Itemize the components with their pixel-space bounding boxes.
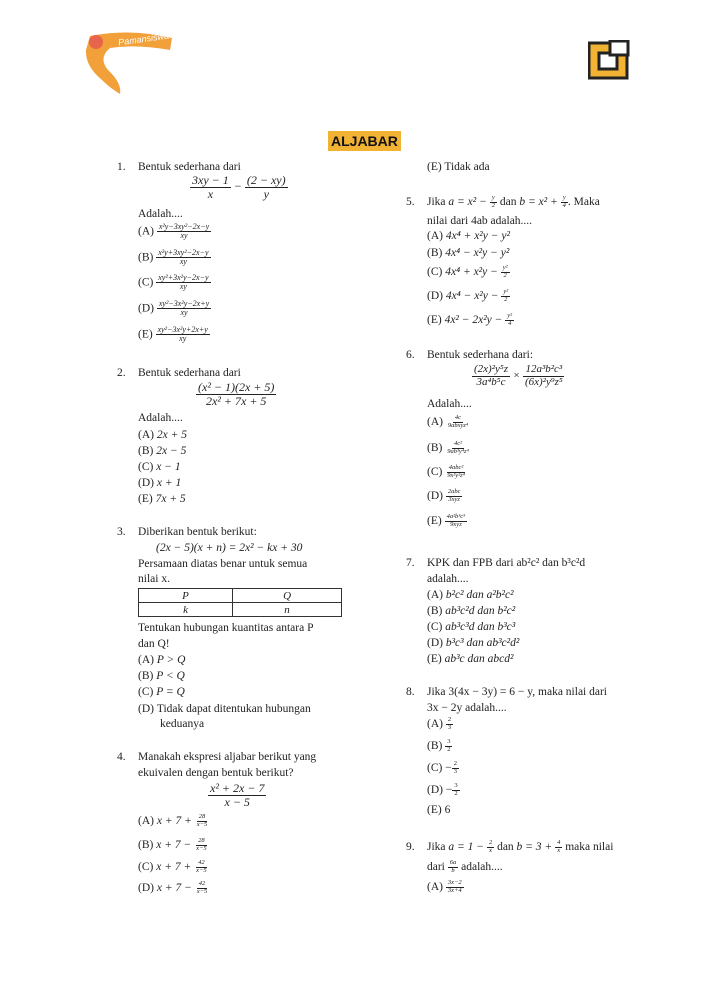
q8-option-e[interactable]: (E) 6 [427,804,451,816]
logo-wordmark: Pamansiswa [117,30,170,48]
q2-fraction: $\frac{\text{(x² − 1)(2x + 5)}}{\text{2x² + 7x + 5}}$ [198,380,275,408]
q7-option-a[interactable]: (A) b²c² dan a²b²c² [427,589,514,601]
q9-sentence-2: dari $\frac{6a}{b}$ adalah.... [427,859,503,874]
q9-stem: Jika a = 1 − $\frac{2}{x}$ dan b = 3 + $\frac{4}{x}$ maka nilai [427,839,614,854]
q6-times: × [512,369,521,382]
q6-option-b[interactable]: (B) $\frac{\text{4c²}}{\text{9ab³y⁴z⁴}}$ [427,440,469,455]
q4-sentence-1: Manakah ekspresi aljabar berikut yang [138,751,317,763]
q5-option-c[interactable]: (C) 4x⁴ + x²y − $\frac{\text{y²}}{2}$ [427,264,508,279]
q8-sentence-1: Jika 3(4x − 3y) = 6 − y, maka nilai dari [427,686,607,698]
q8-option-c[interactable]: (C) − $\frac{2}{3}$ [427,760,457,775]
q5-sentence-2: nilai dari 4ab adalah.... [427,215,533,227]
q5-option-d[interactable]: (D) 4x⁴ − x²y − $\frac{\text{y²}}{2}$ [427,288,509,303]
q8-number: 8. [406,686,415,698]
q9-option-a[interactable]: (A) $\frac{3x-2}{3x+4}$ [427,879,462,894]
q7-option-d[interactable]: (D) b³c³ dan ab³c²d² [427,637,520,649]
q1-stem: Bentuk sederhana dari [138,161,241,173]
q2-option-c[interactable]: (C) x − 1 [138,461,181,473]
q1-option-c[interactable]: (C) $\frac{\text{xy²+3x²y−2x−y}}{xy}$ [138,273,209,292]
q3-equation: (2x − 5)(x + n) = 2x² − kx + 30 [156,542,303,554]
q2-option-d[interactable]: (D) x + 1 [138,477,182,489]
q1-option-b[interactable]: (B) $\frac{\text{x²y+3xy²−2x−y}}{xy}$ [138,248,209,267]
q1-option-e-continued[interactable]: (E) Tidak ada [427,161,490,173]
q6-fraction-2: $\frac{\text{12a³b²c³}}{\text{(6x)²y⁹z⁵}}$ [524,363,563,388]
q1-option-a[interactable]: (A) $\frac{\text{x²y−3xy²−2x−y}}{xy}$ [138,222,210,241]
q3-option-d-continued: keduanya [160,718,205,730]
q3-stem: Diberikan bentuk berikut: [138,526,257,538]
q1-option-e[interactable]: (E) $\frac{\text{xy²−3x²y+2x+y}}{xy}$ [138,325,208,344]
q9-number: 9. [406,841,415,853]
q7-number: 7. [406,557,415,569]
q5-option-a[interactable]: (A) 4x⁴ + x²y − y² [427,230,510,242]
table-header-p: P [139,589,233,603]
q8-sentence-2: 3x − 2y adalah.... [427,702,507,714]
q2-option-b[interactable]: (B) 2x − 5 [138,445,187,457]
q4-option-a[interactable]: (A) x + 7 + $\frac{28}{x-5}$ [138,813,208,828]
q6-option-a[interactable]: (A) $\frac{4c}{\text{9abxyz⁴}}$ [427,414,469,429]
q3-option-b[interactable]: (B) P < Q [138,670,185,682]
q6-option-e[interactable]: (E) $\frac{\text{4a²b³c⁵}}{\text{9xyz}}$ [427,513,466,528]
q7-option-b[interactable]: (B) ab³c²d dan b²c² [427,605,516,617]
q2-stem: Bentuk sederhana dari [138,367,241,379]
q8-option-a[interactable]: (A) $\frac{2}{3}$ [427,716,452,731]
q3-sentence-1: Persamaan diatas benar untuk semua [138,558,308,570]
table-cell-n: n [233,603,342,617]
table-header-q: Q [233,589,342,603]
q3-number: 3. [117,526,126,538]
q2-adalah: Adalah.... [138,412,183,424]
q6-adalah: Adalah.... [427,398,472,410]
q7-sentence-1: KPK dan FPB dari ab²c² dan b³c²d [427,557,586,569]
q3-sentence-4: dan Q! [138,638,170,650]
q1-number: 1. [117,161,126,173]
q4-option-d[interactable]: (D) x + 7 − $\frac{42}{x-5}$ [138,880,208,895]
q5-option-e[interactable]: (E) 4x² − 2x²y − $\frac{\text{y²}}{4}$ [427,312,513,327]
q5-stem: Jika a = x² − $\frac{y}{2}$ dan b = x² + $\frac{y}{4}$ . Maka [427,194,600,209]
q4-number: 4. [117,751,126,763]
q6-fraction-1: $\frac{\text{(2x)²y⁵z}}{\text{3a⁴b⁵c}}$ [474,363,508,388]
q3-option-a[interactable]: (A) P > Q [138,654,186,666]
q3-sentence-2: nilai x. [138,573,170,585]
q8-option-b[interactable]: (B) $\frac{3}{2}$ [427,738,451,753]
q2-number: 2. [117,367,126,379]
q2-option-e[interactable]: (E) 7x + 5 [138,493,186,505]
q8-option-d[interactable]: (D) − $\frac{3}{2}$ [427,782,458,797]
q2-option-a[interactable]: (A) 2x + 5 [138,429,187,441]
q3-sentence-3: Tentukan hubungan kuantitas antara P [138,622,314,634]
q3-quantity-table [138,588,342,617]
q6-number: 6. [406,349,415,361]
q3-option-c[interactable]: (C) P = Q [138,686,185,698]
table-cell-k: k [139,603,233,617]
q7-option-c[interactable]: (C) ab³c³d dan b³c³ [427,621,516,633]
q1-minus: − [233,178,242,193]
q7-option-e[interactable]: (E) ab³c dan abcd² [427,653,514,665]
q6-option-c[interactable]: (C) $\frac{\text{4abc²}}{\text{9x²y²z⁴}}$ [427,464,465,479]
q5-option-b[interactable]: (B) 4x⁴ − x²y − y² [427,247,510,259]
q1-fraction-a: $\frac{3xy - 1}{x}$ [192,173,229,201]
q6-option-d[interactable]: (D) $\frac{\text{2abc}}{\text{3xyz}}$ [427,488,461,503]
page-title: ALJABAR [328,131,401,151]
q4-sentence-2: ekuivalen dengan bentuk berikut? [138,767,294,779]
q4-fraction: $\frac{\text{x² + 2x − 7}}{x - 5}$ [210,781,265,809]
document-corner-icon [588,40,630,80]
q7-sentence-2: adalah.... [427,573,469,585]
q1-option-d[interactable]: (D) $\frac{\text{xy²−3x²y−2x+y}}{xy}$ [138,299,210,318]
q1-fraction-b: $\frac{(2 - xy)}{y}$ [246,173,286,201]
q1-adalah: Adalah.... [138,208,183,220]
q5-number: 5. [406,196,415,208]
q4-option-b[interactable]: (B) x + 7 − $\frac{28}{x-5}$ [138,837,207,852]
q4-option-c[interactable]: (C) x + 7 + $\frac{42}{x-5}$ [138,859,207,874]
q6-stem: Bentuk sederhana dari: [427,349,534,361]
q3-option-d[interactable]: (D) Tidak dapat ditentukan hubungan [138,703,311,715]
